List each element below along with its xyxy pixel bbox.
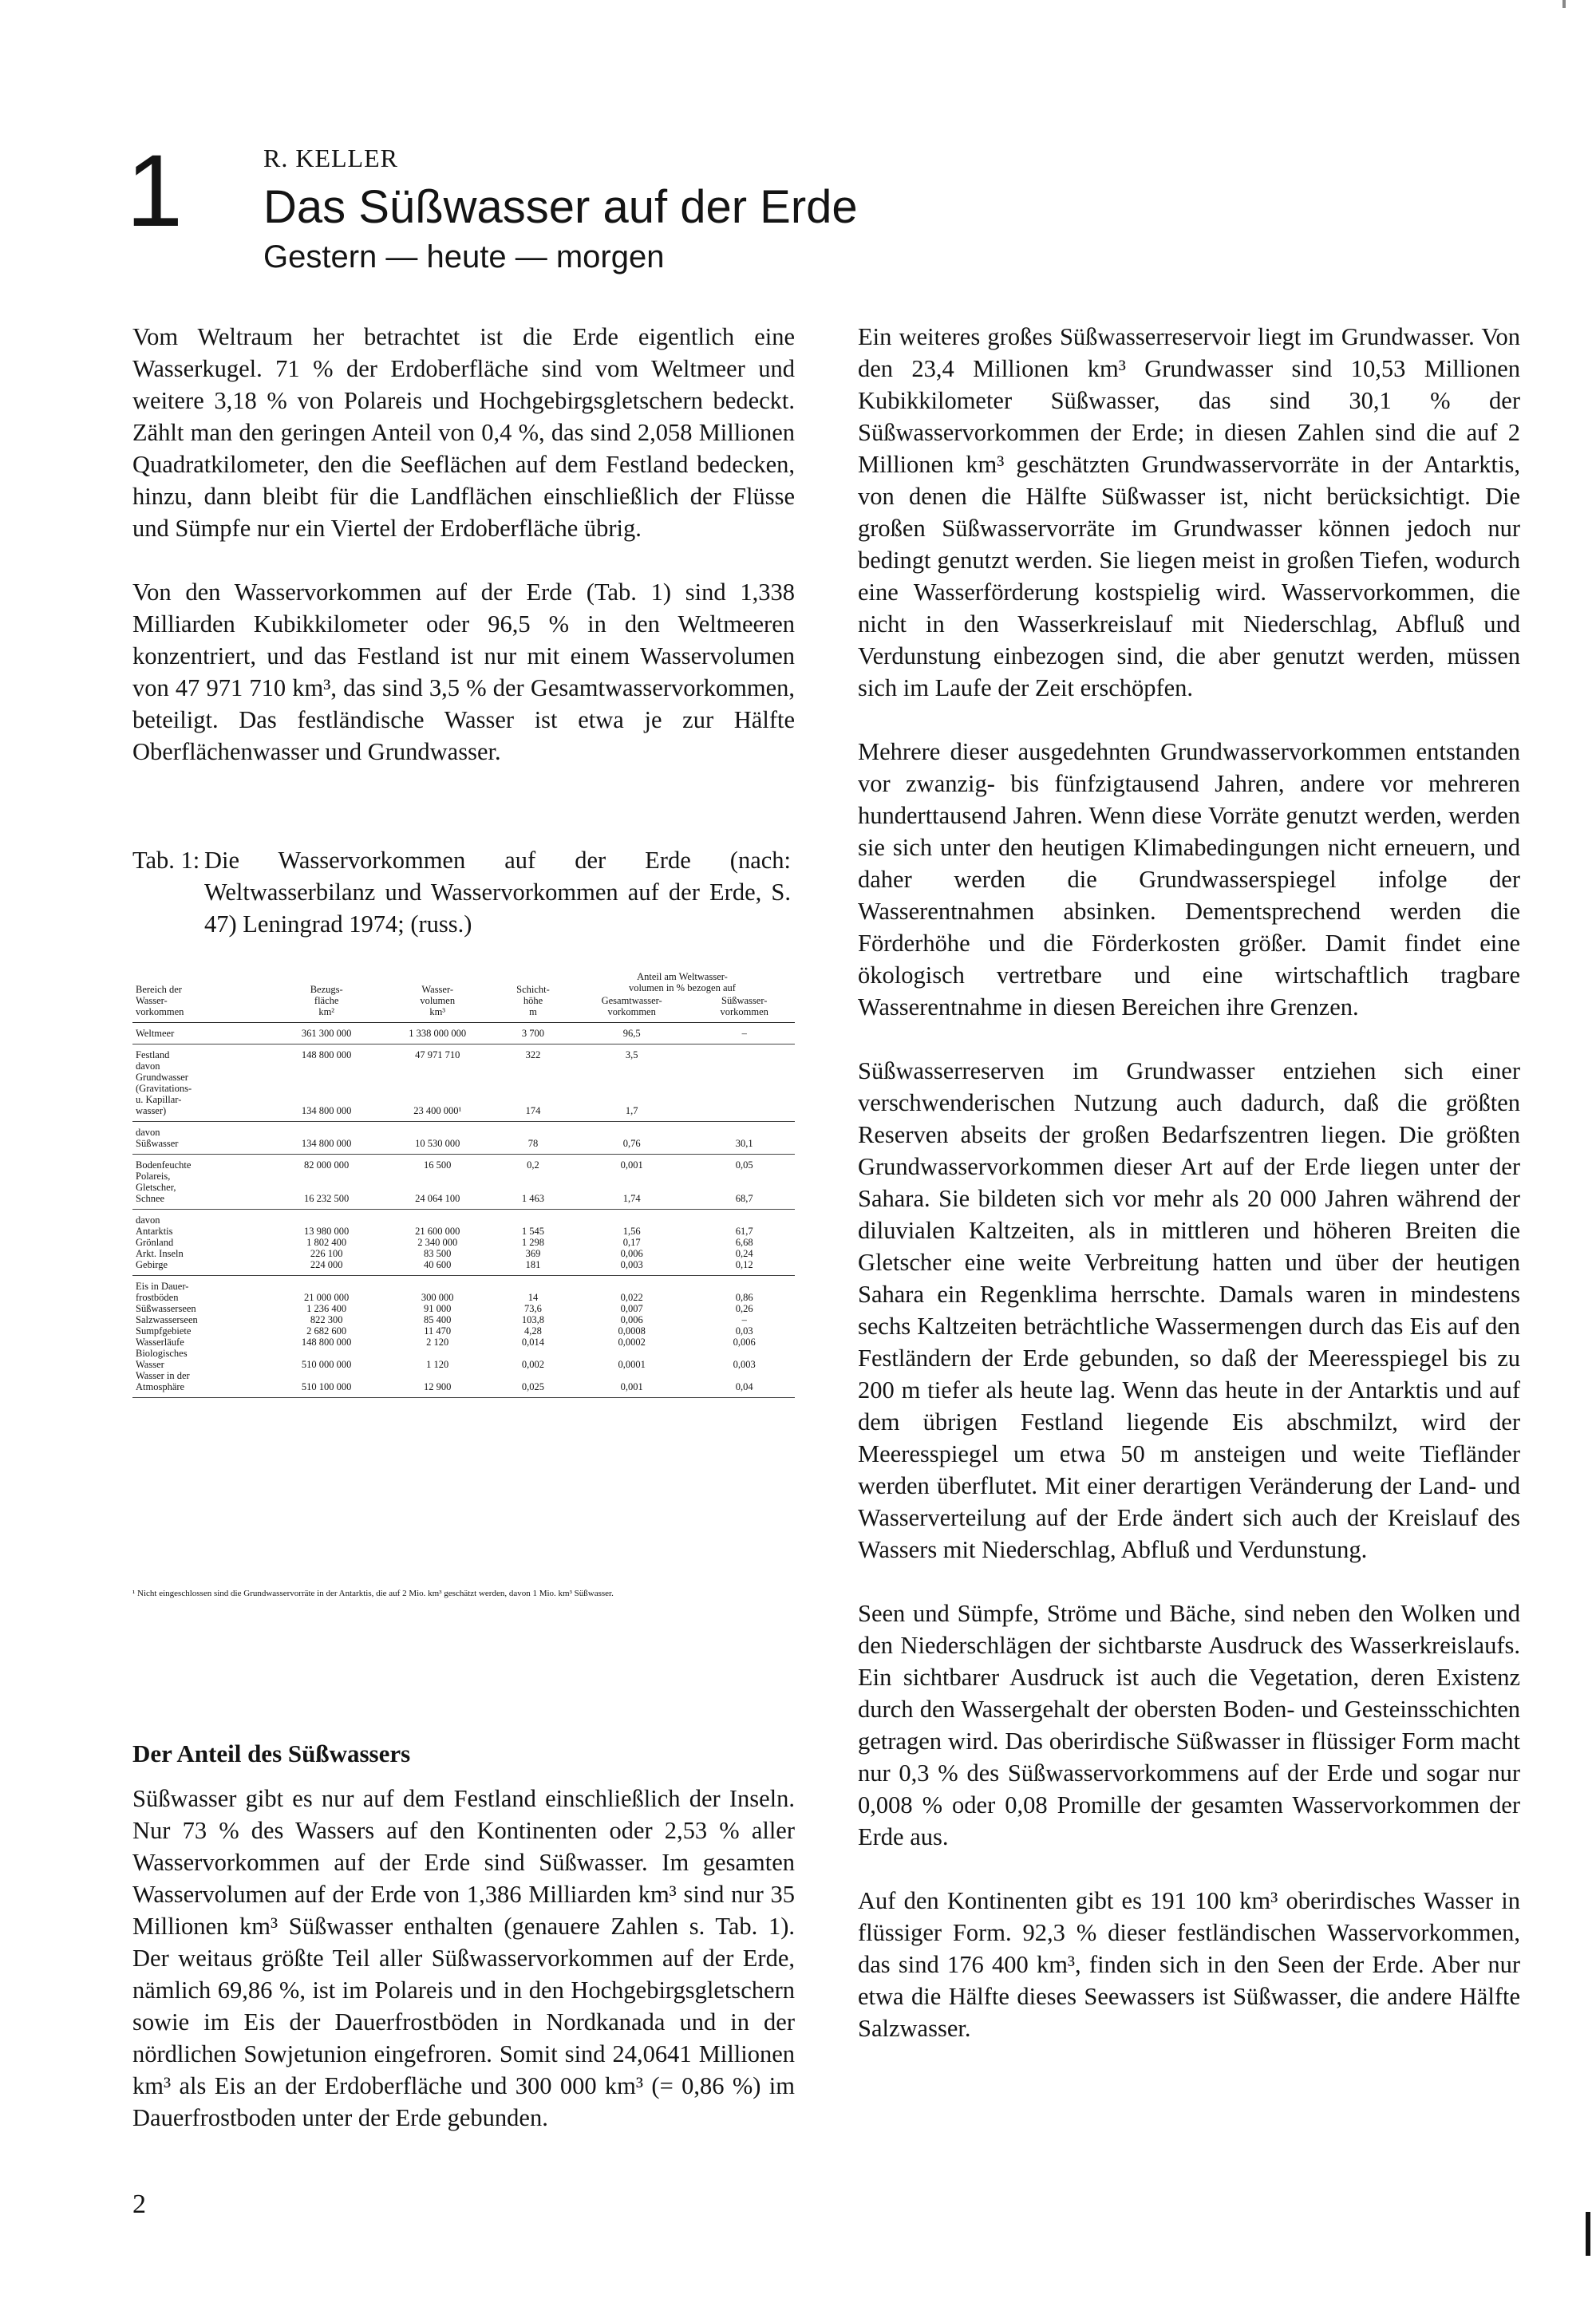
cell-share-fresh [693, 1044, 795, 1122]
table-group [132, 1155, 795, 1210]
table-group [132, 1276, 795, 1398]
header-layer: Schicht- höhe m [496, 969, 570, 1023]
cell-share-fresh: 0,86 0,26 – 0,03 0,006 0,003 0,04 [733, 1292, 756, 1392]
table-caption-label: Tab. 1: [132, 847, 200, 874]
cell-share-fresh: 30,1 [735, 1138, 753, 1149]
cell-layer: 78 [527, 1138, 539, 1149]
author-name: R. KELLER [263, 144, 398, 172]
table-row [132, 1276, 795, 1398]
chapter-number: 1 [126, 134, 184, 248]
table-caption [132, 844, 795, 940]
cell-volume: 21 600 000 2 340 000 83 500 40 600 [415, 1226, 460, 1270]
cell-area: davon Antarktis Grönland Arkt. Inseln Gebirge [136, 1214, 184, 1270]
table-row [132, 1023, 795, 1044]
left-column-intro [132, 321, 795, 800]
table-header-row [132, 969, 795, 993]
cell-layer: 322 174 [525, 1049, 541, 1116]
paragraph: Seen und Sümpfe, Ströme und Bäche, sind neben den Wolken und den Niederschlägen der sichtbarste Ausdruck des Wasserkreislaufs. Ein sichtbarer Ausdruck ist auch die Vegetation, deren Existenz durch den Wassergehalt der obersten Boden- und Gesteinsschichten getragen wird. Das oberirdische Süßwasser in flüssiger Form macht nur 0,3 % des Süßwasservorkommens auf der Erde und sogar nur 0,008 % oder 0,08 Promille der gesamten Wasservorkommen der Erde aus. [858, 1600, 1520, 1850]
cell-volume: 10 530 000 [415, 1138, 460, 1149]
paragraph: Süßwasser gibt es nur auf dem Festland einschließlich der Inseln. Nur 73 % des Wassers auf den Kontinenten oder 2,53 % aller Wasservorkommen auf der Erde sind Süßwasser. Im gesamten Wasservolumen auf der Erde von 1,386 Milliarden km³ sind nur 35 Millionen km³ Süßwasser enthalten (genauere Zahlen s. Tab. 1). Der weitaus größte Teil aller Süßwasservorkommen auf der Erde, nämlich 69,86 %, ist im Polareis und in den Hochgebirgsgletschern sowie im Eis der Dauerfrostböden in Nordkanada und in der nördlichen Sowjetunion eingefroren. Somit sind 24,0641 Millionen km³ als Eis an der Erdoberfläche und 300 000 km³ (= 0,86 %) im Dauerfrostboden unter der Erde gebunden. [132, 1785, 795, 2131]
header-area: Bereich der Wasser- vorkommen [132, 969, 275, 1023]
left-column-section [132, 1738, 795, 2166]
table-group [132, 1210, 795, 1276]
cell-layer: 1 545 1 298 369 181 [521, 1226, 545, 1270]
table-footnote: ¹ Nicht eingeschlossen sind die Grundwasservorräte in der Antarktis, die auf 2 Mio. km³ geschätzt werden, davon 1 Mio. km³ Süßwasser. [132, 1589, 614, 1598]
header-volume: Wasser- volumen km³ [378, 969, 496, 1023]
cell-area: Festland davon Grundwasser (Gravitations- u. Kapillar- wasser) [136, 1049, 192, 1116]
article-subtitle: Gestern — heute — morgen [263, 239, 665, 274]
paragraph: Ein weiteres großes Süßwasserreservoir liegt im Grundwasser. Von den 23,4 Millionen km³ Grundwasser sind 10,53 Millionen Kubikkilometer Süßwasser, das sind 30,1 % der Süßwasservorkommen der Erde; in diesen Zahlen sind die auf 2 Millionen km³ geschätzten Grundwasservorräte in der Antarktis, von denen die Hälfte Süßwasser ist, nicht berücksichtigt. Die großen Süßwasservorräte im Grundwasser können jedoch nur bedingt genutzt werden. Sie liegen meist in großen Tiefen, wodurch eine Wasserförderung kostspielig wird. Wasservorkommen, die nicht in den Wasserkreislauf mit Niederschlag, Abfluß und Verdunstung einbezogen sind, die aber genutzt werden, müssen sich im Laufe der Zeit erschöpfen. [858, 323, 1520, 701]
cell-ref-area: 21 000 000 1 236 400 822 300 2 682 600 148 800 000 510 000 000 510 100 000 [301, 1292, 352, 1392]
cell-share-total: 0,001 1,74 [620, 1159, 643, 1204]
cell-share-total: 3,5 1,7 [625, 1049, 638, 1116]
header-share-group: Anteil am Weltwasser- volumen in % bezogen auf [628, 971, 736, 993]
cell-area: davon Süßwasser [136, 1127, 179, 1149]
margin-mark [1586, 2212, 1590, 2256]
table-row [132, 1155, 795, 1210]
water-resources-table [132, 969, 795, 1398]
header-share-total: Gesamtwasser- vorkommen [570, 993, 694, 1023]
cell-share-fresh: 61,7 6,68 0,24 0,12 [735, 1226, 753, 1270]
table-row [132, 1122, 795, 1155]
cell-area: Eis in Dauer- frostböden Süßwasserseen Salzwasserseen Sumpfgebiete Wasserläufe Biologisches Wasser Wasser in der Atmosphäre [136, 1281, 198, 1392]
table-group [132, 1122, 795, 1155]
cell-volume: 47 971 710 23 400 000¹ [413, 1049, 462, 1116]
paragraph: Auf den Kontinenten gibt es 191 100 km³ oberirdisches Wasser in flüssiger Form. 92,3 % dieser festländischen Wasservorkommen, das sind 176 400 km³, finden sich in den Seen der Erde. Aber nur etwa die Hälfte dieses Seewassers ist Süßwasser, die andere Hälfte Salzwasser. [858, 1887, 1520, 2042]
right-column [858, 321, 1520, 2076]
cell-volume: 300 000 91 000 85 400 11 470 2 120 1 120 12 900 [421, 1292, 454, 1392]
table-group [132, 1023, 795, 1044]
page-number: 2 [132, 2190, 146, 2219]
section-heading: Der Anteil des Süßwassers [132, 1739, 411, 1767]
header-ref-area: Bezugs- fläche km² [275, 969, 378, 1023]
cell-ref-area: 134 800 000 [301, 1138, 352, 1149]
cell-layer: 3 700 [521, 1028, 545, 1039]
table-row [132, 1210, 795, 1276]
cell-share-total: 96,5 [622, 1028, 641, 1039]
cell-volume: 1 338 000 000 [409, 1028, 467, 1039]
paragraph: Vom Weltraum her betrachtet ist die Erde eigentlich eine Wasserkugel. 71 % der Erdoberfläche sind vom Weltmeer und weitere 3,18 % von Polareis und Hochgebirgsgletschern bedeckt. Zählt man den geringen Anteil von 0,4 %, das sind 2,058 Millionen Quadratkilometer, den die Seeflächen auf dem Festland bedecken, hinzu, dann bleibt für die Landflächen einschließlich der Flüsse und Sümpfe nur ein Viertel der Erdoberfläche übrig. [132, 323, 795, 542]
cell-share-fresh: – [741, 1028, 747, 1039]
cell-volume: 16 500 24 064 100 [415, 1159, 460, 1204]
cell-share-total: 0,76 [622, 1138, 641, 1149]
paragraph: Süßwasserreserven im Grundwasser entziehen sich einer verschwenderischen Nutzung auch dadurch, daß die größten Reserven abseits der großen Bedarfszentren liegen. Die größten Grundwasservorkommen dieser Art auf der Erde liegen unter der Sahara. Sie bildeten sich vor mehr als 20 000 Jahren während der diluvialen Kaltzeiten, als in mittleren und höheren Breiten die Gletscher eine weite Verbreitung hatten und über der heutigen Sahara ein Regenklima herrschte. Damals waren in mindestens sechs Kaltzeiten beträchtliche Wassermengen durch das Eis auf den Festländern der Erde gebunden, so daß der Meeresspiegel bis zu 200 m tiefer als heute lag. Wenn das heute in der Antarktis und auf dem übrigen Festland liegende Eis abschmilzt, wird der Meeresspiegel um etwa 50 m ansteigen und weite Tiefländer werden überflutet. Mit einer derartigen Veränderung der Land- und Wasserverteilung auf der Erde ändert sich auch der Kreislauf des Wassers mit Niederschlag, Abfluß und Verdunstung. [858, 1057, 1520, 1563]
table-group [132, 1044, 795, 1122]
cell-share-fresh: 0,05 68,7 [735, 1159, 753, 1204]
cell-ref-area: 82 000 000 16 232 500 [304, 1159, 350, 1204]
cell-area: Weltmeer [136, 1028, 175, 1039]
cell-area: Bodenfeuchte Polareis, Gletscher, Schnee [136, 1159, 192, 1204]
cell-share-total: 0,022 0,007 0,006 0,0008 0,0002 0,0001 0,001 [618, 1292, 646, 1392]
cell-share-total: 1,56 0,17 0,006 0,003 [620, 1226, 643, 1270]
header-share-fresh: Süßwasser- vorkommen [693, 993, 795, 1023]
table-caption-text: Die Wasservorkommen auf der Erde (nach: Weltwasserbilanz und Wasservorkommen auf der Erde, S. 47) Leningrad 1974; (russ.) [204, 847, 791, 938]
cell-ref-area: 361 300 000 [301, 1028, 352, 1039]
cell-ref-area: 148 800 000 134 800 000 [301, 1049, 352, 1116]
article-title: Das Süßwasser auf der Erde [263, 181, 858, 233]
table-row [132, 1044, 795, 1122]
cell-ref-area: 13 980 000 1 802 400 226 100 224 000 [304, 1226, 350, 1270]
cell-layer: 0,2 1 463 [521, 1159, 545, 1204]
scan-edge-mark [1562, 0, 1566, 8]
paragraph: Mehrere dieser ausgedehnten Grundwasservorkommen entstanden vor zwanzig- bis fünfzigtausend Jahren, andere vor mehreren hunderttausend Jahren. Wenn diese Vorräte genutzt werden, werden sie sich unter den heutigen Klimabedingungen nicht erneuern, und daher werden die Grundwasserspiegel infolge der Wasserentnahmen absinken. Dementsprechend werden die Förderhöhe und die Förderkosten größer. Damit findet eine ökologisch vertretbare und eine wirtschaftlich tragbare Wasserentnahme in diesen Bereichen ihre Grenzen. [858, 738, 1520, 1021]
paragraph: Von den Wasservorkommen auf der Erde (Tab. 1) sind 1,338 Milliarden Kubikkilometer oder 96,5 % in den Weltmeeren konzentriert, und das Festland ist nur mit einem Wasservolumen von 47 971 710 km³, das sind 3,5 % der Gesamtwasservorkommen, beteiligt. Das festländische Wasser ist etwa je zur Hälfte Oberflächenwasser und Grundwasser. [132, 579, 795, 765]
cell-layer: 14 73,6 103,8 4,28 0,014 0,002 0,025 [521, 1292, 545, 1392]
